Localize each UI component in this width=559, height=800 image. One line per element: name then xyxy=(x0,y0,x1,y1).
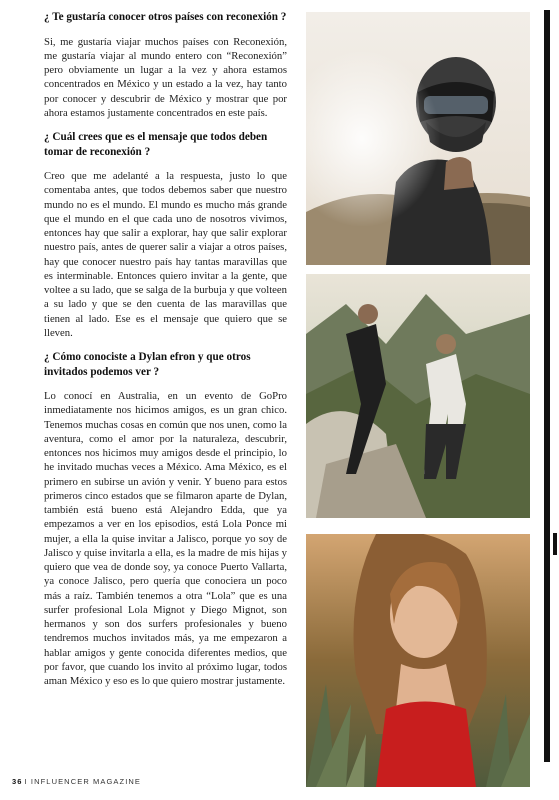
answer-2: Creo que me adelanté a la respuesta, justo lo que comentaba antes, que todos debemos saber que nuestro mundo no es el mundo. El mundo es mucho más grande que el mundo en el que cada uno de nosotros vivimos, entonces hay que salir a explorar, hay que salir explorar nuestro país, antes de querer salir a viajar a otros países, hay que conocer nuestro país hay tantas maravillas que es interminable. Entonces quiero invitar a la gente, que voltee a su lado, que se salga de la burbuja y que volteen a su lado y que se den cuenta de las maravillas que tienen al lado. Ese es el mensaje que quiero que se lleven. xyxy=(44,170,287,339)
page-edge-bar xyxy=(544,10,550,762)
answer-1: Si, me gustaría viajar muchos países con Reconexión, me gustaría viajar al mundo entero con “Reconexión” pero obviamente un lugar a la vez y ahora estamos concentrados en México y un estado a la vez, hay tanto por conocer y descubrir de México y mostrar que por ahora estamos justamente concentrados en este país. xyxy=(44,35,287,119)
woman-agave-field-photo xyxy=(306,534,530,787)
cliff-hikers-photo xyxy=(306,274,530,518)
question-1: ¿ Te gustaría conocer otros países con reconexión ? xyxy=(44,11,287,23)
magazine-name: I INFLUENCER MAGAZINE xyxy=(24,777,141,786)
cliff-hikers-image xyxy=(306,274,530,518)
answer-3: Lo conocí en Australia, en un evento de GoPro inmediatamente nos hicimos amigos, es un gran chico. Tenemos muchas cosas en común que nos unen, como la aventura, como el amor por la naturaleza, descubrir, entonces nos hicimos muy amigos desde el principio, lo he invitado muchas veces a México. Ama México, es el primero en subirse un avión y venir. Y bueno para estos primeros cinco estados que se filmaron aparte de Dylan, también está bueno está Alejandro Edda, que ya empezamos a ver en los episodios, está Lola Ponce mi mujer, a ella la quise invitar a Jalisco, porque yo soy de Jalisco y quise invitarla a ella, es la madre de mis hijas y quiero que vea de donde soy, ya conoce Puerto Vallarta, ya conoce Jalisco, pero quería que conociera un poco más a raíz. También tenemos a otra “Lola” que es una surfer profesional Lola Mignot y Diego Mignot, son hermanos y son dos surfers profesionales y bueno tendremos muchos invitados más, ya me empezaron a hablar amigos y gente conocida diferentes medios, que por favor, que cuando los invito al próximo lugar, todos aman México y eso es lo que quiero mostrar justamente. xyxy=(44,390,287,687)
woman-agave-image xyxy=(306,534,530,787)
article-text-column xyxy=(44,10,287,698)
helmet-rider-image xyxy=(306,12,530,265)
page-edge-mark xyxy=(553,533,557,555)
page-footer xyxy=(12,777,141,786)
helmet-rider-photo xyxy=(306,12,530,265)
question-2: ¿ Cuál crees que es el mensaje que todos deben tomar de reconexión ? xyxy=(44,131,268,158)
page-number: 36 xyxy=(12,777,23,786)
question-3: ¿ Cómo conociste a Dylan efron y que otros invitados podemos ver ? xyxy=(44,351,251,378)
